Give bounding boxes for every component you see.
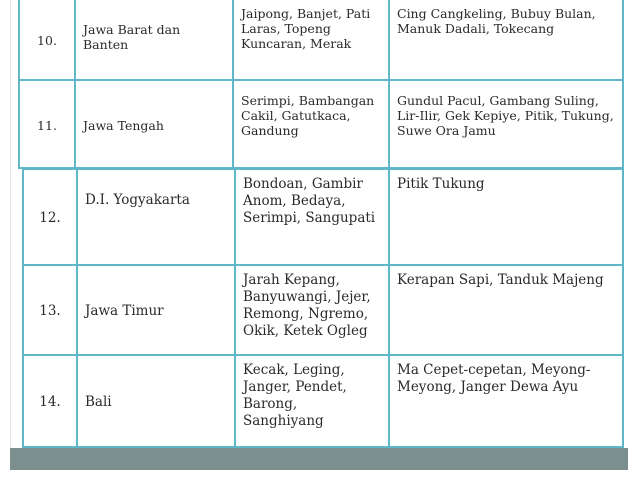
dances-cell: Kecak, Leging, Janger, Pendet, Barong, Sanghiyang — [235, 355, 389, 447]
songs-cell: Ma Cepet-cepetan, Meyong-Meyong, Janger Dewa Ayu — [389, 355, 623, 447]
regional-arts-table-bottom — [22, 168, 624, 448]
table-row — [19, 80, 623, 168]
slide-footer-bar — [10, 448, 628, 470]
songs-cell: Cing Cangkeling, Bubuy Bulan, Manuk Dadali, Tokecang — [389, 0, 623, 80]
table-row — [23, 169, 623, 265]
dances-cell: Jaipong, Banjet, Pati Laras, Topeng Kuncaran, Merak — [233, 0, 389, 80]
region-cell: D.I. Yogyakarta — [77, 169, 235, 265]
songs-cell: Gundul Pacul, Gambang Suling, Lir-Ilir, Gek Kepiye, Pitik, Tukung, Suwe Ora Jamu — [389, 80, 623, 168]
region-cell: Jawa Timur — [77, 265, 235, 355]
dances-cell: Serimpi, Bambangan Cakil, Gatutkaca, Gandung — [233, 80, 389, 168]
songs-cell: Pitik Tukung — [389, 169, 623, 265]
row-number: 13. — [23, 265, 77, 355]
dances-cell: Jarah Kepang, Banyuwangi, Jejer, Remong, Ngremo, Okik, Ketek Ogleg — [235, 265, 389, 355]
dances-cell: Bondoan, Gambir Anom, Bedaya, Serimpi, Sangupati — [235, 169, 389, 265]
region-cell: Bali — [77, 355, 235, 447]
row-number: 12. — [23, 169, 77, 265]
songs-cell: Kerapan Sapi, Tanduk Majeng — [389, 265, 623, 355]
page-edge — [10, 0, 11, 448]
region-cell: Jawa Tengah — [75, 80, 233, 168]
region-cell: Jawa Barat dan Banten — [75, 0, 233, 80]
table-row — [23, 265, 623, 355]
regional-arts-table-top — [18, 0, 624, 169]
table-row — [19, 0, 623, 80]
row-number: 11. — [19, 80, 75, 168]
row-number: 10. — [19, 0, 75, 80]
row-number: 14. — [23, 355, 77, 447]
table-row — [23, 355, 623, 447]
